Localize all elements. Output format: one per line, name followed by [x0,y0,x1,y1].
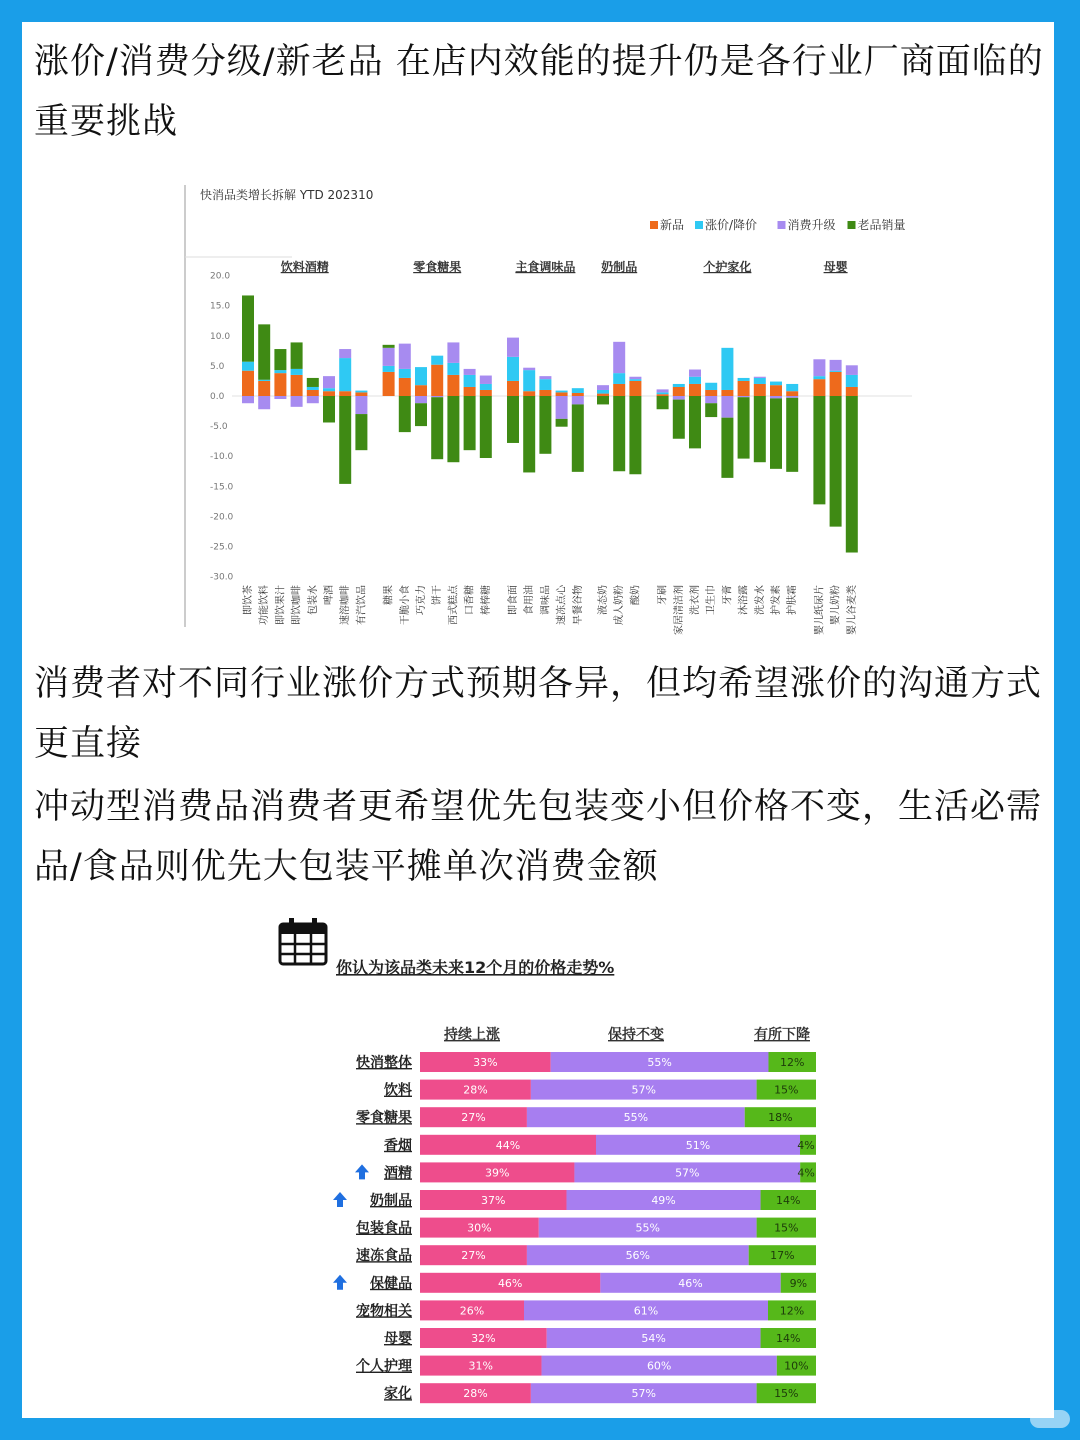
bar-segment [657,392,669,394]
bar-segment [556,419,568,427]
bar-segment [480,396,492,458]
bar-segment [705,383,717,390]
bar-segment [830,372,842,396]
bar-segment [274,370,286,373]
bar-segment [770,396,782,398]
bar-segment [689,377,701,384]
bar-segment [539,390,551,396]
bar-segment [657,389,669,392]
content-card [22,22,1054,1418]
column-header: 保持不变 [608,1027,664,1043]
bar-value-label: 9% [789,1276,808,1290]
bar-segment [507,381,519,396]
bar-segment [689,384,701,396]
bar-segment [786,398,798,472]
bar-segment [307,396,319,403]
row-label: 快消整体 [356,1055,412,1071]
bar-segment [572,404,584,471]
bar-value-label: 28% [463,1083,488,1097]
bar-segment [399,396,411,432]
bar-segment [556,392,568,396]
bar-segment [383,345,395,348]
bar-segment [657,396,669,409]
chart1-y-axis [210,272,912,583]
bar-segment [629,379,641,381]
bar-segment [291,342,303,368]
bar-value-label: 12% [780,1056,805,1069]
bar-segment [323,391,335,396]
bar-value-label: 27% [461,1249,486,1263]
x-tick-label: 牙膏 [722,585,734,605]
bar-segment [274,396,286,399]
x-tick-label: 口香糖 [464,585,476,615]
bar-segment [464,369,476,375]
bar-segment [507,338,519,357]
x-tick-label: 婴儿奶粉 [830,585,842,625]
table-row [333,1273,816,1293]
bar-segment [613,396,625,471]
row-label: 包装食品 [356,1220,412,1237]
bar-segment [355,392,367,396]
table-row [356,1107,816,1127]
bar-segment [523,391,535,396]
y-tick-label: 0.0 [210,392,225,402]
bar-segment [629,381,641,396]
bar-value-label: 15% [774,1221,799,1235]
y-tick-label: -25.0 [210,542,234,553]
row-label: 保健品 [370,1275,412,1292]
bar-value-label: 37% [481,1194,506,1207]
x-tick-label: 婴儿谷麦类 [846,585,858,635]
y-tick-label: 5.0 [210,361,225,372]
group-label: 主食调味品 [515,260,576,274]
bar-segment [657,394,669,396]
x-tick-label: 洗发水 [754,585,766,615]
bar-segment [721,348,733,390]
bar-segment [786,396,798,398]
x-tick-label: 棒棒糖 [480,585,492,615]
bar-segment [258,396,270,409]
bar-segment [431,365,443,396]
bar-segment [539,376,551,379]
legend-label: 新品 [660,218,685,232]
bar-segment [274,349,286,370]
table-row [355,1162,816,1182]
bar-segment [274,373,286,396]
bar-segment [258,381,270,396]
y-tick-label: -5.0 [210,422,228,433]
bar-segment [721,396,733,418]
bar-segment [846,365,858,375]
bar-value-label: 55% [635,1221,660,1235]
bar-segment [431,356,443,365]
headline-challenge: 涨价/消费分级/新老品 在店内效能的提升仍是各行业厂商面临的重要挑战 [34,42,1044,142]
bar-segment [307,378,319,387]
bar-value-label: 10% [784,1359,809,1373]
bar-value-label: 26% [459,1304,485,1318]
table-row [384,1135,816,1155]
bar-value-label: 18% [768,1111,793,1125]
y-tick-label: -10.0 [210,452,234,463]
bar-segment [770,398,782,468]
bar-segment [339,396,351,484]
x-tick-label: 护肤霜 [787,585,799,615]
table-row [356,1218,816,1238]
legend-swatch [778,221,786,229]
bar-segment [291,369,303,375]
bar-segment [355,396,367,414]
y-tick-label: -15.0 [210,482,234,493]
bar-segment [480,384,492,390]
bar-segment [613,342,625,373]
bar-value-label: 27% [461,1111,486,1125]
table-row [356,1052,816,1072]
bar-segment [258,324,270,379]
row-label: 饮料 [384,1082,412,1099]
bar-segment [399,344,411,369]
bar-value-label: 55% [623,1111,649,1125]
legend-swatch [848,221,856,229]
bar-segment [721,418,733,478]
bar-segment [383,366,395,372]
bar-value-label: 32% [471,1332,496,1345]
chart1-group-labels [281,259,848,274]
bar-segment [339,358,351,391]
x-tick-label: 液态奶 [598,585,609,615]
bar-segment [355,391,367,393]
bar-value-label: 57% [631,1083,656,1097]
bar-segment [258,380,270,381]
bar-segment [754,384,766,396]
bar-segment [464,387,476,396]
headline-packaging: 冲动型消费品消费者更希望优先包装变小但价格不变，生活必需品/食品则优先大包装平摊单次消费金额 [34,787,1043,887]
bar-segment [738,381,750,396]
bar-segment [480,390,492,396]
bar-value-label: 39% [484,1166,510,1180]
row-label: 酒精 [384,1165,412,1182]
bar-segment [754,378,766,384]
bar-segment [673,396,685,400]
bar-segment [770,382,782,386]
x-tick-label: 早餐谷物 [572,585,584,625]
bar-value-label: 49% [651,1194,676,1207]
bar-segment [415,367,427,385]
bar-segment [539,379,551,390]
chart2-title: 你认为该品类未来12个月的价格走势% [336,958,615,977]
bar-segment [613,373,625,384]
bar-segment [738,397,750,458]
chart1-title: 快消品类增长拆解 YTD 202310 [200,188,374,202]
bar-segment [242,396,254,403]
bar-segment [738,378,750,381]
bar-value-label: 15% [774,1083,799,1097]
x-tick-label: 包装水 [307,585,319,615]
bar-segment [629,396,641,474]
bar-value-label: 15% [774,1387,799,1401]
bar-value-label: 28% [463,1387,488,1401]
x-tick-label: 有汽饮品 [356,585,368,625]
bar-segment [846,375,858,387]
bar-segment [415,403,427,426]
bar-segment [597,394,609,396]
calendar-icon [280,918,326,964]
bar-segment [447,375,459,396]
bar-segment [830,371,842,372]
x-tick-label: 调味品 [540,585,552,615]
bar-segment [383,348,395,366]
x-tick-label: 饼干 [432,585,444,605]
bar-segment [673,387,685,396]
bar-segment [447,342,459,362]
bar-segment [307,387,319,390]
bar-segment [431,396,443,397]
bar-segment [738,396,750,397]
bar-segment [572,388,584,393]
bar-segment [705,403,717,417]
row-label: 零食糖果 [356,1110,412,1127]
bar-segment [597,390,609,394]
up-arrow-icon [355,1164,369,1179]
x-tick-label: 洗衣剂 [690,585,701,615]
bar-value-label: 4% [797,1138,815,1152]
up-arrow-icon [333,1192,347,1207]
table-row [384,1328,816,1348]
bar-segment [480,376,492,384]
bar-segment [705,390,717,396]
bar-segment [786,384,798,391]
bar-segment [673,400,685,439]
group-label: 奶制品 [601,260,638,274]
bar-value-label: 61% [633,1304,659,1318]
bar-segment [507,357,519,381]
bar-value-label: 51% [685,1138,711,1152]
x-tick-label: 巧克力 [416,585,427,615]
table-row [384,1383,816,1403]
bar-segment [673,384,685,387]
bar-segment [689,396,701,448]
headline-expectation: 消费者对不同行业涨价方式预期各异，但均希望涨价的沟通方式更直接 [34,664,1043,764]
growth-breakdown-chart [172,177,932,635]
chart2-column-headers [444,1026,810,1043]
x-tick-label: 即饮咖啡 [291,585,303,625]
x-tick-label: 功能饮料 [259,585,271,625]
bar-segment [689,370,701,377]
bar-segment [539,396,551,454]
column-header: 持续上涨 [444,1027,500,1043]
price-trend-chart [272,912,815,1403]
legend-swatch [650,221,658,229]
bar-segment [464,375,476,387]
y-tick-label: 10.0 [210,331,231,342]
table-row [356,1356,816,1376]
bar-segment [705,396,717,403]
bar-segment [355,414,367,450]
x-tick-label: 啤酒 [324,585,335,605]
bar-segment [523,396,535,472]
x-tick-label: 西式糕点 [448,585,460,625]
bar-value-label: 60% [646,1359,672,1373]
chart1-bars [242,295,858,552]
bar-value-label: 54% [641,1332,666,1345]
table-row [333,1190,816,1210]
bar-segment [813,359,825,376]
x-tick-label: 即食面 [508,585,519,615]
table-row [356,1245,816,1265]
bar-segment [629,377,641,379]
bar-segment [415,396,427,403]
bar-segment [242,295,254,361]
chart1-legend [650,217,906,232]
bar-value-label: 4% [797,1166,815,1180]
bar-segment [523,368,535,370]
bar-segment [383,372,395,396]
x-tick-label: 沐浴露 [738,585,750,615]
bar-value-label: 12% [779,1304,805,1318]
row-label: 速冻食品 [356,1248,412,1265]
table-row [356,1300,816,1320]
chart2-rows [333,1052,816,1403]
bar-value-label: 31% [468,1359,493,1373]
bar-segment [339,349,351,358]
bar-segment [754,396,766,462]
bar-segment [431,397,443,459]
bar-segment [721,390,733,396]
bar-segment [291,375,303,396]
y-tick-label: 20.0 [210,271,231,282]
bar-segment [830,360,842,371]
bar-segment [464,396,476,450]
legend-label: 消费升级 [787,218,836,232]
bar-value-label: 46% [678,1276,703,1290]
bar-value-label: 46% [497,1276,523,1290]
bar-segment [339,391,351,396]
group-label: 母婴 [823,260,848,274]
bar-segment [572,393,584,396]
group-label: 零食糖果 [413,260,462,274]
x-tick-label: 护发素 [771,585,782,615]
bar-segment [291,396,303,407]
y-tick-label: 15.0 [210,301,231,312]
x-tick-label: 卫生巾 [706,585,718,615]
group-label: 个护家化 [703,260,752,274]
watermark [1030,1410,1070,1428]
bar-segment [556,391,568,393]
bar-value-label: 14% [776,1194,801,1207]
y-tick-label: -20.0 [210,512,234,523]
bar-segment [846,387,858,396]
bar-segment [572,396,584,404]
up-arrow-icon [333,1275,347,1290]
bar-segment [307,390,319,396]
row-label: 家化 [384,1386,412,1403]
bar-value-label: 55% [647,1056,672,1069]
x-tick-label: 即饮茶 [243,585,254,615]
x-tick-label: 酸奶 [630,585,642,605]
bar-segment [399,378,411,396]
row-label: 香烟 [384,1137,412,1154]
bar-segment [754,377,766,378]
row-label: 个人护理 [356,1358,412,1375]
bar-value-label: 30% [467,1221,492,1235]
bar-segment [447,396,459,462]
bar-segment [323,388,335,391]
x-tick-label: 婴儿纸尿片 [814,585,826,635]
x-tick-label: 干脆小食 [399,585,411,625]
table-row [384,1080,816,1100]
legend-label: 老品销量 [857,218,906,232]
column-header: 有所下降 [754,1027,810,1043]
bar-segment [597,396,609,404]
bar-segment [399,369,411,378]
bar-segment [770,385,782,396]
x-tick-label: 牙刷 [657,585,669,605]
bar-segment [813,376,825,379]
bar-value-label: 14% [776,1332,801,1345]
bar-value-label: 57% [631,1387,656,1401]
legend-swatch [695,221,703,229]
bar-segment [323,376,335,388]
bar-segment [323,396,335,422]
bar-segment [242,371,254,396]
x-tick-label: 家居清洁剂 [673,585,685,635]
x-tick-label: 速冻点心 [556,585,568,625]
bar-segment [813,396,825,504]
row-label: 母婴 [384,1331,412,1347]
bar-segment [830,396,842,527]
bar-segment [556,396,568,419]
bar-value-label: 17% [770,1249,795,1263]
x-tick-label: 食用油 [524,585,536,615]
bar-value-label: 56% [625,1249,651,1263]
bar-value-label: 33% [473,1056,498,1069]
bar-segment [242,362,254,371]
bar-segment [613,384,625,396]
bar-segment [523,370,535,391]
x-tick-label: 糖果 [383,585,395,605]
bar-segment [507,396,519,443]
group-label: 饮料酒精 [280,260,329,274]
chart1-x-labels [241,584,858,635]
bar-value-label: 44% [495,1138,521,1152]
bar-segment [597,385,609,390]
bar-segment [447,363,459,375]
bar-value-label: 57% [675,1166,700,1180]
bar-segment [415,385,427,396]
x-tick-label: 即饮果汁 [275,585,287,625]
row-label: 奶制品 [370,1193,412,1209]
x-tick-label: 成人奶粉 [614,585,626,625]
y-tick-label: -30.0 [210,572,234,583]
bar-segment [846,396,858,553]
row-label: 宠物相关 [356,1303,412,1320]
legend-label: 涨价/降价 [705,218,758,232]
bar-segment [786,391,798,396]
bar-segment [813,379,825,396]
x-tick-label: 速溶咖啡 [340,585,352,625]
